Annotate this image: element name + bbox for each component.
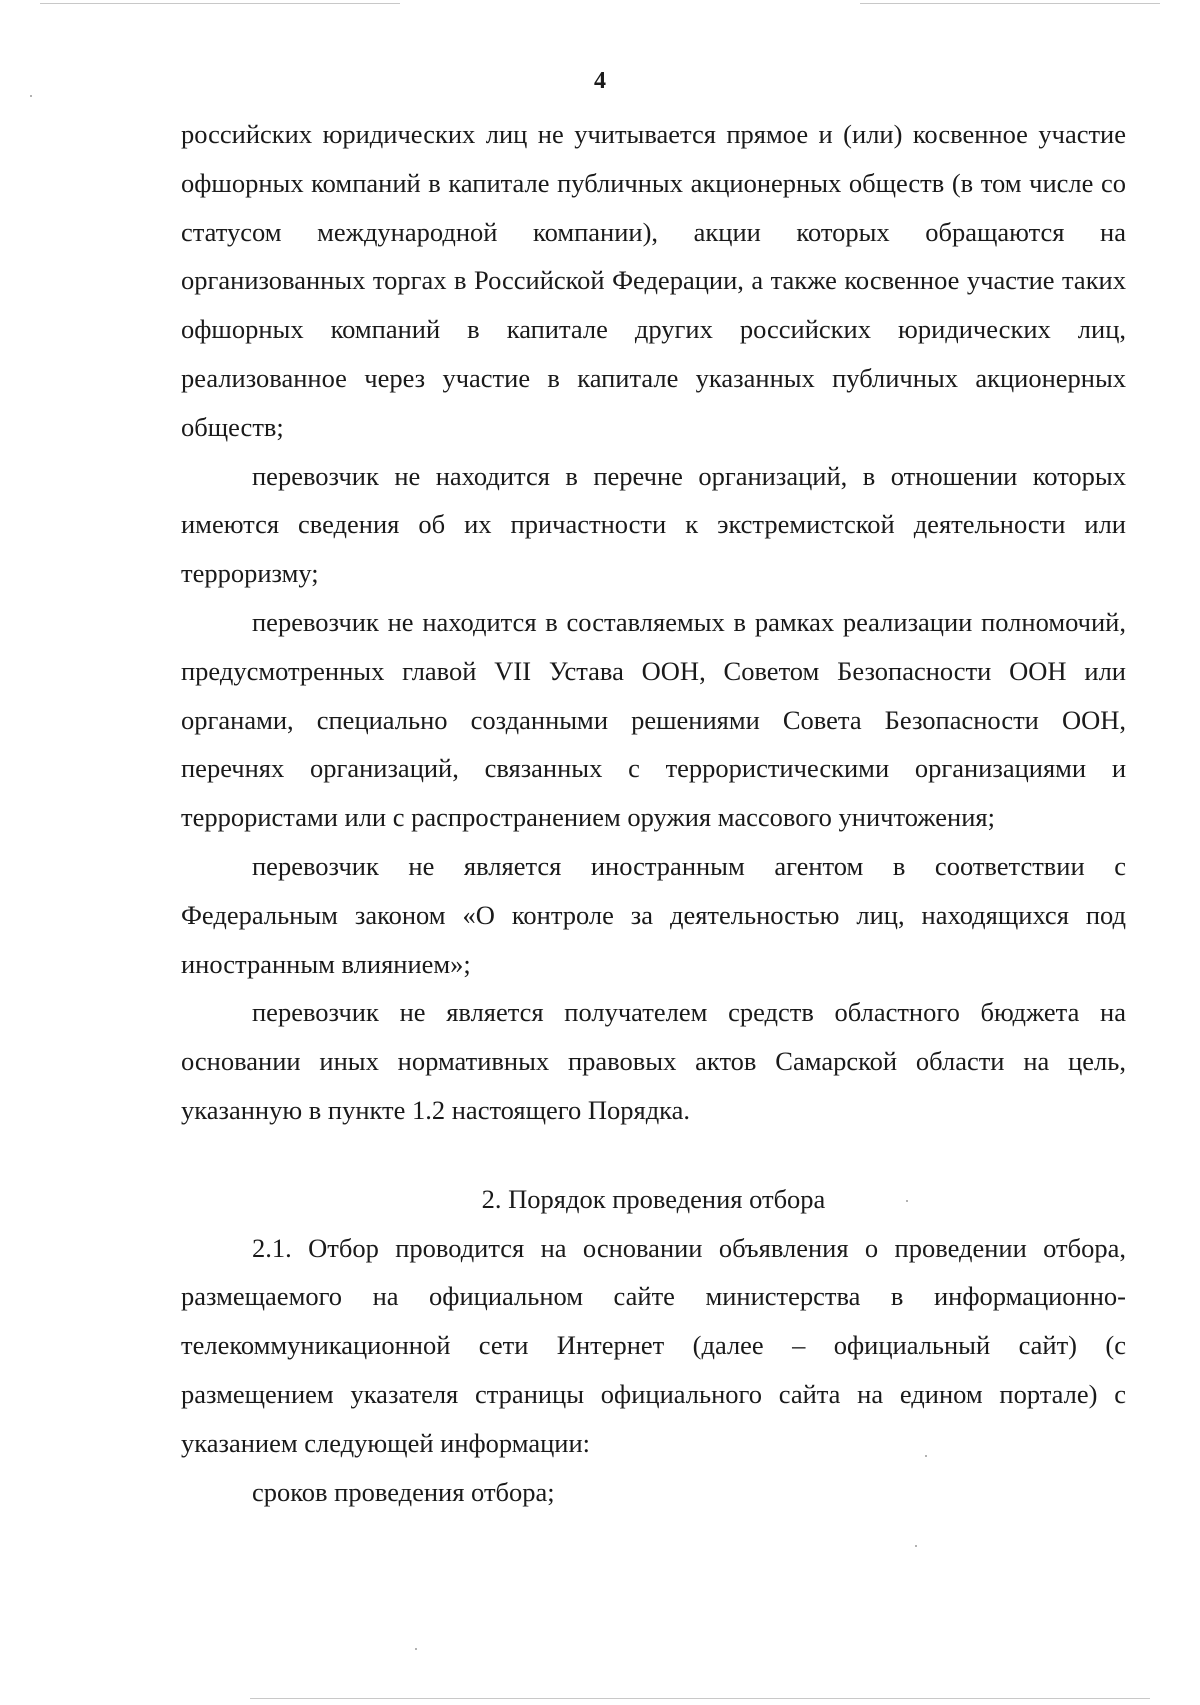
body-paragraph: перевозчик не находится в составляемых в рамках реализации полномочий, предусмотренных главой VII Устава ООН, Советом Безопасности ООН или органами, специально созданными решениями Совета Безопасности ООН, перечнях организаций, связанных с террористическими организациями и террористами или с распространением оружия массового уничтожения;	[181, 606, 1126, 833]
body-paragraph: перевозчик не является иностранным агентом в соответствии с Федеральным законом «О контроле за деятельностью лиц, находящихся под иностранным влиянием»;	[181, 850, 1126, 979]
scan-artifact	[40, 3, 400, 4]
section-paragraph: 2.1. Отбор проводится на основании объявления о проведении отбора, размещаемого на официальном сайте министерства в информационно-телекоммуникационной сети Интернет (далее – официальный сайт) (с размещением указателя страницы официального сайта на едином портале) с указанием следующей информации:	[181, 1232, 1126, 1458]
section-heading: 2. Порядок проведения отбора	[481, 1183, 826, 1214]
scan-artifact	[415, 1648, 417, 1650]
section-paragraph: сроков проведения отбора;	[252, 1476, 555, 1507]
body-paragraph: российских юридических лиц не учитывается прямое и (или) косвенное участие офшорных компаний в капитале публичных акционерных обществ (в том числе со статусом международной компании), акции которых обращаются на организованных торгах в Российской Федерации, а также косвенное участие таких офшорных компаний в капитале других российских юридических лиц, реализованное через участие в капитале указанных публичных акционерных обществ;	[181, 119, 1126, 442]
body-paragraph: перевозчик не является получателем средств областного бюджета на основании иных нормативных правовых актов Самарской области на цель, указанную в пункте 1.2 настоящего Порядка.	[181, 997, 1126, 1125]
scan-artifact	[860, 3, 1160, 4]
scan-artifact	[915, 1545, 917, 1547]
page-number: 4	[594, 68, 606, 94]
body-paragraph: перевозчик не находится в перечне организаций, в отношении которых имеются сведения об их причастности к экстремистской деятельности или терроризму;	[181, 460, 1126, 589]
document-body	[181, 110, 1126, 1516]
scan-artifact	[250, 1698, 1150, 1699]
